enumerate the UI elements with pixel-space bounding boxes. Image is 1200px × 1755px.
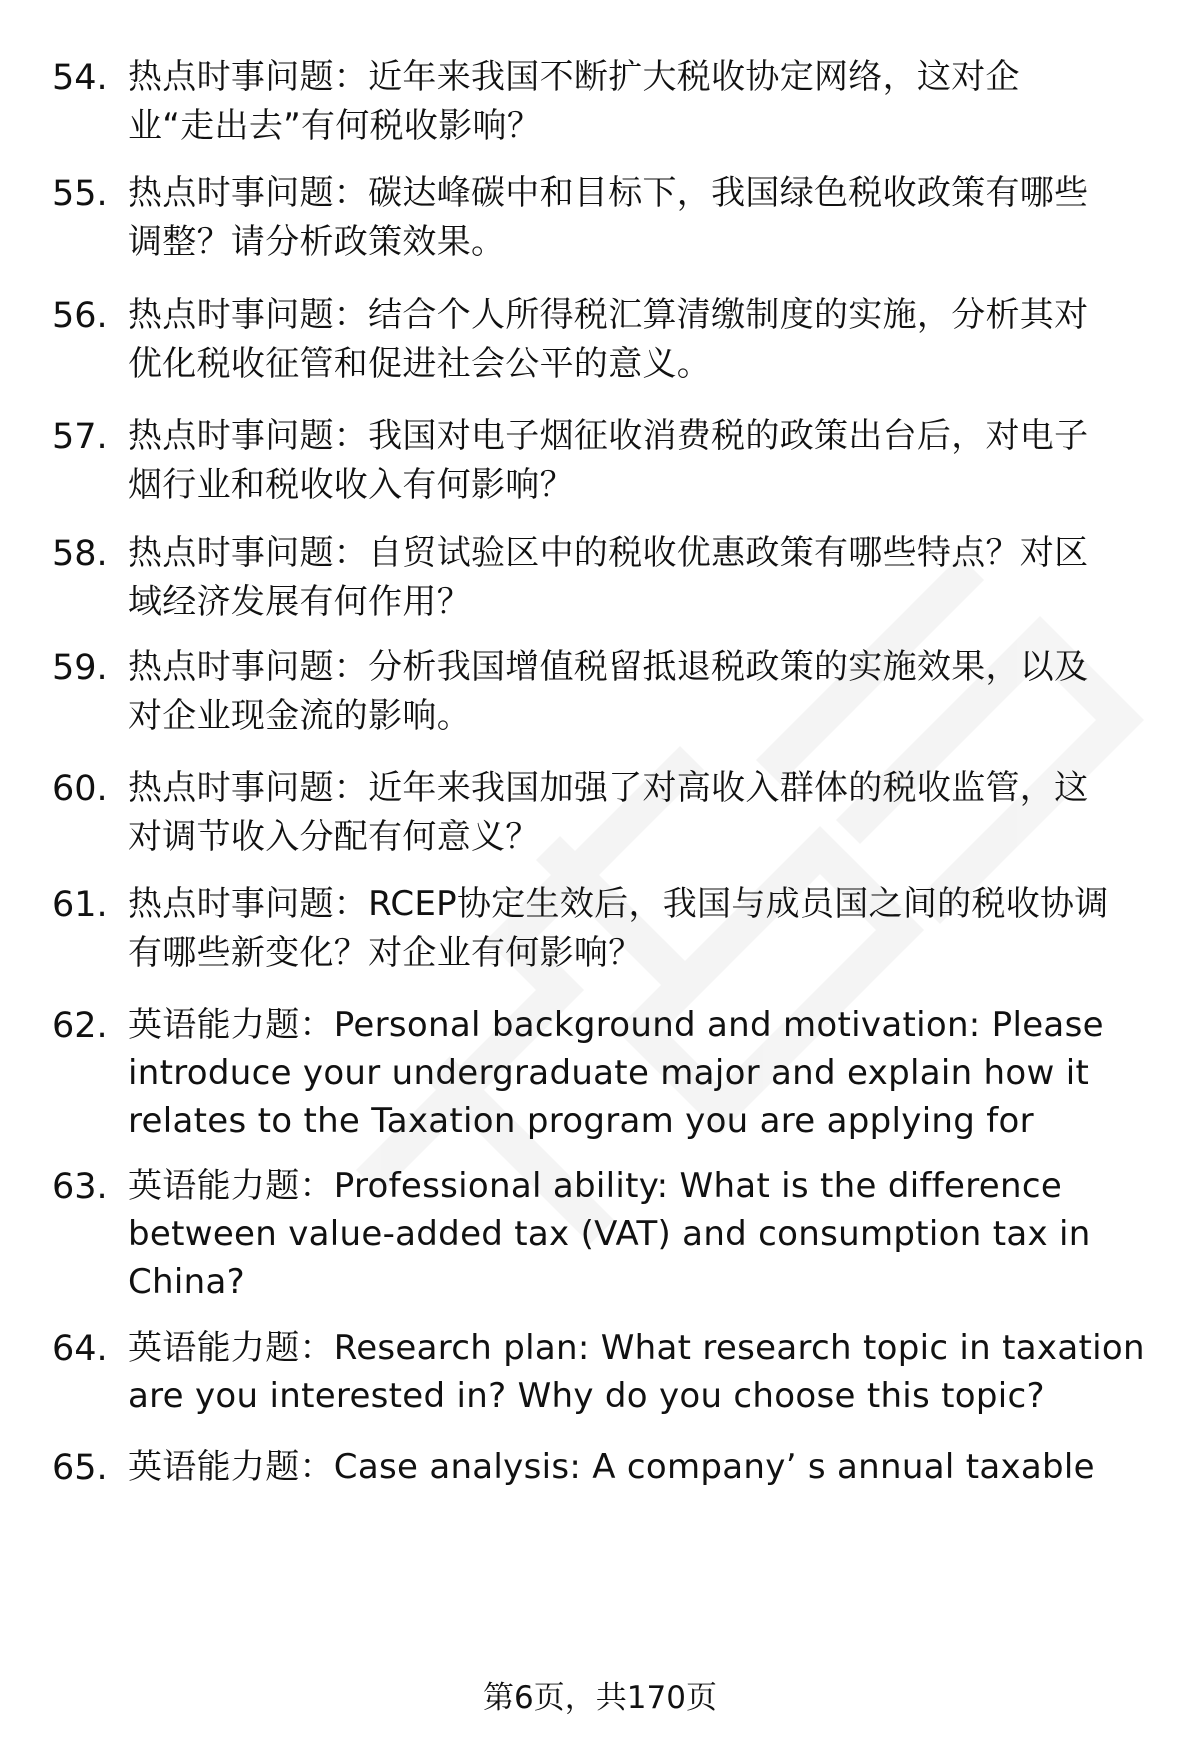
question-line: 热点时事问题：自贸试验区中的税收优惠政策有哪些特点？对区 [128,533,1089,573]
question-line: are you interested in? Why do you choose this topic? [128,1376,1045,1416]
question-text [128,643,1163,741]
question-line: 英语能力题：Personal background and motivation: Please [128,1005,1104,1045]
question-line: 对调节收入分配有何意义？ [128,817,540,857]
question-text [128,529,1163,627]
question-line: 热点时事问题：结合个人所得税汇算清缴制度的实施，分析其对 [128,295,1089,335]
question-line: 优化税收征管和促进社会公平的意义。 [128,344,712,384]
question-number: 64. [52,1329,108,1369]
question-line: 热点时事问题：我国对电子烟征收消费税的政策出台后，对电子 [128,416,1089,456]
question-line: 对企业现金流的影响。 [128,696,471,736]
question-line: introduce your undergraduate major and explain how it [128,1053,1090,1093]
question-line: 有哪些新变化？对企业有何影响？ [128,933,643,973]
question-line: 域经济发展有何作用？ [128,582,471,622]
question-line: between value-added tax (VAT) and consumption tax in [128,1214,1091,1254]
question-line: 业“走出去”有何税收影响？ [128,106,542,146]
question-line: 热点时事问题：近年来我国加强了对高收入群体的税收监管，这 [128,768,1089,808]
question-line: 英语能力题：Professional ability: What is the difference [128,1166,1063,1206]
question-line: 英语能力题：Case analysis: A company’ s annual taxable [128,1447,1095,1487]
question-line: 调整？请分析政策效果。 [128,222,506,262]
question-line: China? [128,1262,245,1302]
question-text [128,169,1163,267]
question-text [128,412,1163,510]
question-line: 英语能力题：Research plan: What research topic in taxation [128,1328,1145,1368]
question-number: 58. [52,534,108,574]
question-number: 63. [52,1167,108,1207]
question-number: 60. [52,769,108,809]
question-line: 热点时事问题：碳达峰碳中和目标下，我国绿色税收政策有哪些 [128,173,1089,213]
question-line: relates to the Taxation program you are applying for [128,1101,1034,1141]
question-text [128,291,1163,389]
question-text [128,1162,1163,1306]
question-number: 65. [52,1448,108,1488]
question-text [128,880,1163,978]
question-number: 61. [52,885,108,925]
page-number-footer: 第6页，共170页 [483,1680,717,1716]
question-text [128,1443,1163,1491]
question-number: 56. [52,296,108,336]
question-number: 57. [52,417,108,457]
question-number: 55. [52,174,108,214]
question-text [128,1001,1163,1145]
question-line: 热点时事问题：RCEP协定生效后，我国与成员国之间的税收协调 [128,884,1109,924]
question-number: 59. [52,648,108,688]
question-text [128,1324,1163,1420]
question-line: 热点时事问题：分析我国增值税留抵退税政策的实施效果，以及 [128,647,1089,687]
question-number: 62. [52,1006,108,1046]
question-text [128,764,1163,862]
question-line: 热点时事问题：近年来我国不断扩大税收协定网络，这对企 [128,57,1020,97]
question-text [128,53,1163,151]
question-line: 烟行业和税收收入有何影响？ [128,465,574,505]
question-number: 54. [52,58,108,98]
